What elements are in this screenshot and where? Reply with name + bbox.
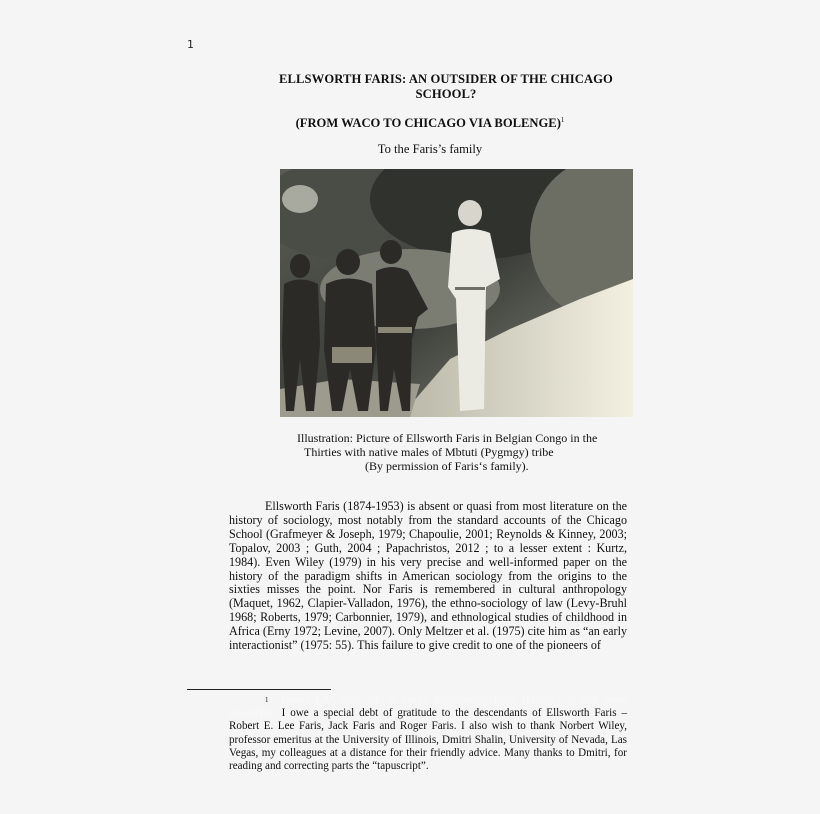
paper-title: [270, 72, 622, 102]
page-number: 1: [187, 38, 194, 51]
figure-caption: [285, 431, 615, 473]
caption-line-3: (By permission of Faris‘s family).: [365, 459, 529, 473]
footnote-marker: 1: [265, 696, 269, 704]
caption-line-2: Thirties with native males of Mbtuti (Pygmgy) tribe: [304, 445, 554, 459]
body-paragraph: Ellsworth Faris (1874-1953) is absent or quasi from most literature on the history of sociology, most notably from the standard accounts of the Chicago School (Grafmeyer & Joseph, 1979; Chapoulie, 2001; Reynolds & Kinney, 2003; Topalov, 2003 ; Guth, 2004 ; Papachristos, 2012 ; to a lesser extent : Kurtz, 1984). Even Wiley (1979) in his very precise and well-informed paper on the history of the paradigm shifts in American sociology from the origins to the sixties misses the point. Nor Faris is remembered in cultural anthropology (Maquet, 1962, Clapier-Valladon, 1976), the ethno-sociology of law (Levy-Bruhl 1968; Roberts, 1979; Carbonnier, 1979), and ethnological studies of childhood in Africa (Erny 1972; Levine, 2007). Only Meltzer et al. (1975) cite him as “an early interactionist” (1975: 55). This failure to give credit to one of the pioneers of: [229, 499, 627, 653]
dedication: To the Faris’s family: [377, 142, 483, 156]
body-text: [229, 500, 627, 653]
footnote-reference[interactable]: 1: [560, 116, 565, 124]
footnote-body: [229, 694, 627, 772]
caption-line-1: Illustration: Picture of Ellsworth Faris in Belgian Congo in the: [297, 431, 598, 445]
paper-title-line-1: ELLSWORTH FARIS: AN OUTSIDER OF THE CHICAGO: [279, 72, 613, 86]
footnote-separator: [187, 689, 331, 690]
footnote: [229, 694, 627, 773]
photo-illustration: [280, 169, 633, 417]
paper-subtitle-text: (FROM WACO TO CHICAGO VIA BOLENGE): [295, 116, 561, 130]
footnote-text: I owe a special debt of gratitude to the descendants of Ellsworth Faris –Robert E. Lee Faris, Jack Faris and Roger Faris. I also wish to thank Norbert Wiley, professor emeritus at the University of Illinois, Dmitri Shalin, University of Nevada, Las Vegas, my colleagues at a distance for their friendly advice. Many thanks to Dmitri, for reading and correcting parts the “tapuscript”.: [229, 707, 627, 773]
footnote-hidden-author-note: Lionel LACAZE, Dr. of Social Psychology, Lyon (France), is free lance researcher.: [229, 694, 627, 720]
paper-subtitle: [230, 113, 630, 131]
figure-photo: [280, 169, 633, 417]
paper-title-line-2: SCHOOL?: [415, 87, 477, 101]
